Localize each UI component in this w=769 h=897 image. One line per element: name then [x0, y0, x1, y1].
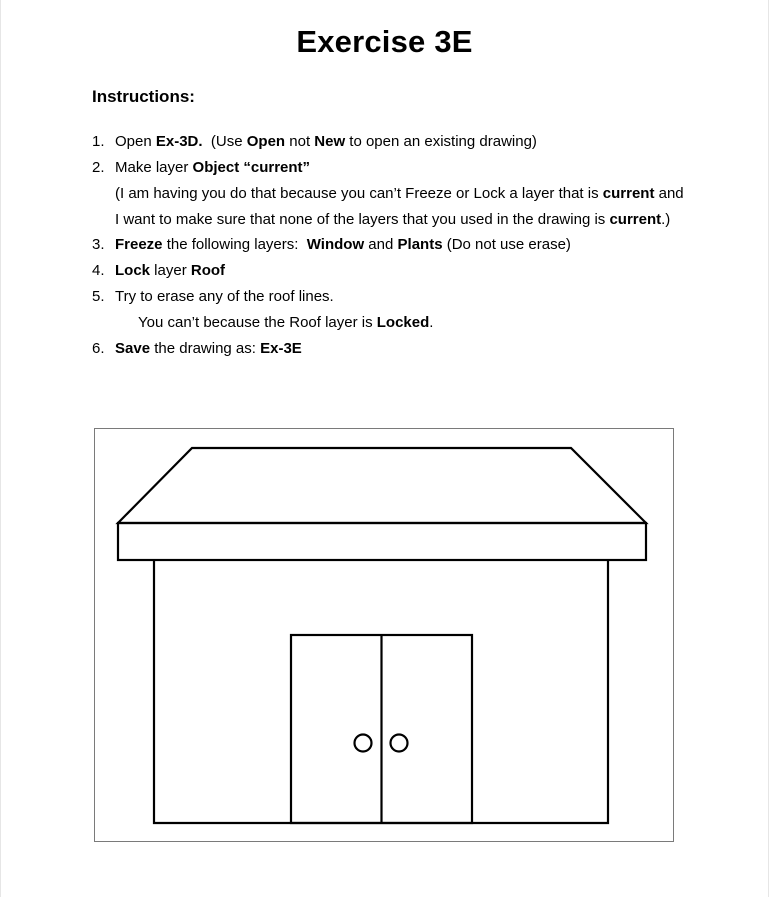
roof-slope: [118, 448, 646, 523]
step-1: 1. Open Ex-3D. (Use Open not New to open an existing drawing): [92, 133, 537, 150]
step-6: 6. Save the drawing as: Ex-3E: [92, 340, 302, 357]
house-drawing-frame: [94, 428, 674, 842]
page-title: Exercise 3E: [296, 24, 473, 59]
step-5: 5. Try to erase any of the roof lines.: [92, 288, 334, 305]
page-edge-left: [0, 0, 1, 897]
step-number: 2.: [92, 159, 105, 176]
right-door-knob: [391, 735, 408, 752]
step-number: 4.: [92, 262, 105, 279]
step-number: 1.: [92, 133, 105, 150]
step-3: 3. Freeze the following layers: Window and Plants (Do not use erase): [92, 236, 571, 253]
step-number: 5.: [92, 288, 105, 305]
step-number: 6.: [92, 340, 105, 357]
step-4: 4. Lock layer Roof: [92, 262, 226, 279]
roof-fascia: [118, 523, 646, 560]
step-2-explanation-line-1: (I am having you do that because you can’t Freeze or Lock a layer that is current and: [115, 185, 684, 202]
step-number: 3.: [92, 236, 105, 253]
step-5-note: You can’t because the Roof layer is Locked.: [138, 314, 434, 331]
left-door-knob: [355, 735, 372, 752]
step-2-explanation-line-2: I want to make sure that none of the layers that you used in the drawing is current.): [115, 211, 671, 228]
instructions-heading: Instructions:: [92, 87, 195, 106]
step-2: 2. Make layer Object “current”: [92, 159, 311, 176]
house-drawing: [95, 429, 673, 841]
